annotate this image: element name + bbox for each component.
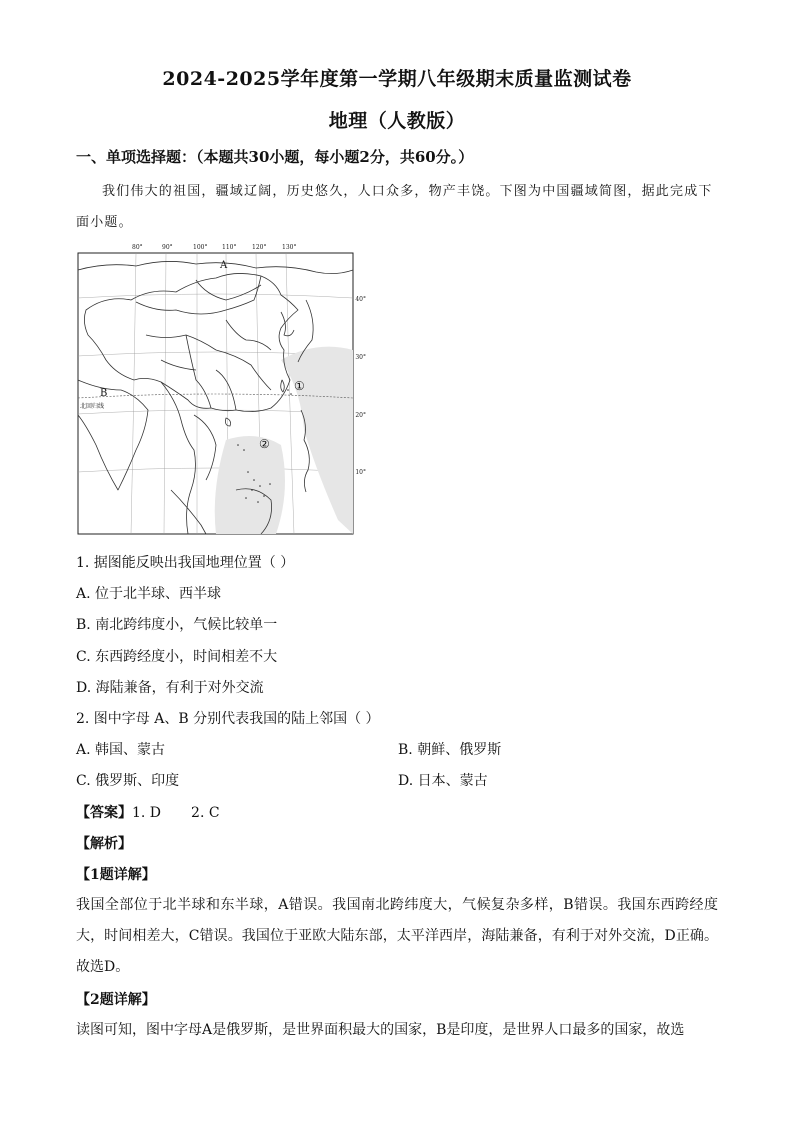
- detail-1-text: 我国全部位于北半球和东半球，A错误。我国南北跨纬度大，气候复杂多样，B错误。我国东西跨经度大，时间相差大，C错误。我国位于亚欧大陆东部，太平洋西岸，海陆兼备，有利于对外交流，D正确。故选D。: [76, 897, 718, 975]
- intro-paragraph: 我们伟大的祖国，疆域辽阔，历史悠久，人口众多，物产丰饶。下图为中国疆域简图，据此完成下面小题。: [76, 184, 713, 230]
- lat-label-40: 40°: [355, 296, 366, 303]
- analysis-label: 【解析】: [76, 836, 132, 852]
- question-2-option-d: D. 日本、蒙古: [398, 773, 488, 789]
- answer-line: [76, 802, 220, 822]
- lon-label-120: 120°: [252, 244, 267, 251]
- question-2-option-a: A. 韩国、蒙古: [76, 742, 166, 758]
- question-2-option-c: C. 俄罗斯、印度: [76, 773, 180, 789]
- exam-title: 2024-2025学年度第一学期八年级期末质量监测试卷: [162, 68, 632, 90]
- section-heading: 一、单项选择题：（本题共30小题，每小题2分，共60分。）: [76, 148, 474, 166]
- map-label-2: ②: [259, 437, 270, 451]
- lon-label-130: 130°: [282, 244, 297, 251]
- answer-2: 2. C: [191, 805, 220, 821]
- answer-label: 【答案】: [76, 805, 132, 821]
- lon-label-80: 80°: [132, 244, 143, 251]
- lon-label-90: 90°: [162, 244, 173, 251]
- map-label-b: B: [100, 388, 108, 399]
- lon-label-110: 110°: [222, 244, 237, 251]
- question-2-option-b: B. 朝鲜、俄罗斯: [398, 742, 502, 758]
- tropic-label: 北回归线: [80, 403, 105, 410]
- lat-label-20: 20°: [355, 412, 366, 419]
- map-label-a: A: [220, 260, 228, 271]
- detail-1-label: 【1题详解】: [76, 867, 156, 883]
- answer-1: 1. D: [132, 805, 162, 821]
- lon-label-100: 100°: [193, 244, 208, 251]
- china-territory-map: [76, 240, 368, 536]
- lat-label-10: 10°: [355, 469, 366, 476]
- lat-label-30: 30°: [355, 354, 366, 361]
- map-label-1: ①: [294, 379, 305, 393]
- question-1-option-a: A. 位于北半球、西半球: [76, 586, 222, 602]
- exam-subtitle: 地理（人教版）: [328, 110, 466, 132]
- question-1-option-c: C. 东西跨经度小，时间相差不大: [76, 649, 278, 665]
- question-2-stem: 2. 图中字母 A、B 分别代表我国的陆上邻国（ ）: [76, 711, 380, 727]
- question-1-stem: 1. 据图能反映出我国地理位置（ ）: [76, 555, 295, 571]
- detail-2-label: 【2题详解】: [76, 992, 156, 1008]
- detail-2-text: 读图可知，图中字母A是俄罗斯，是世界面积最大的国家，B是印度，是世界人口最多的国家，故选: [76, 1022, 685, 1038]
- question-1-option-b: B. 南北跨纬度小，气候比较单一: [76, 617, 278, 633]
- question-1-option-d: D. 海陆兼备，有利于对外交流: [76, 680, 264, 696]
